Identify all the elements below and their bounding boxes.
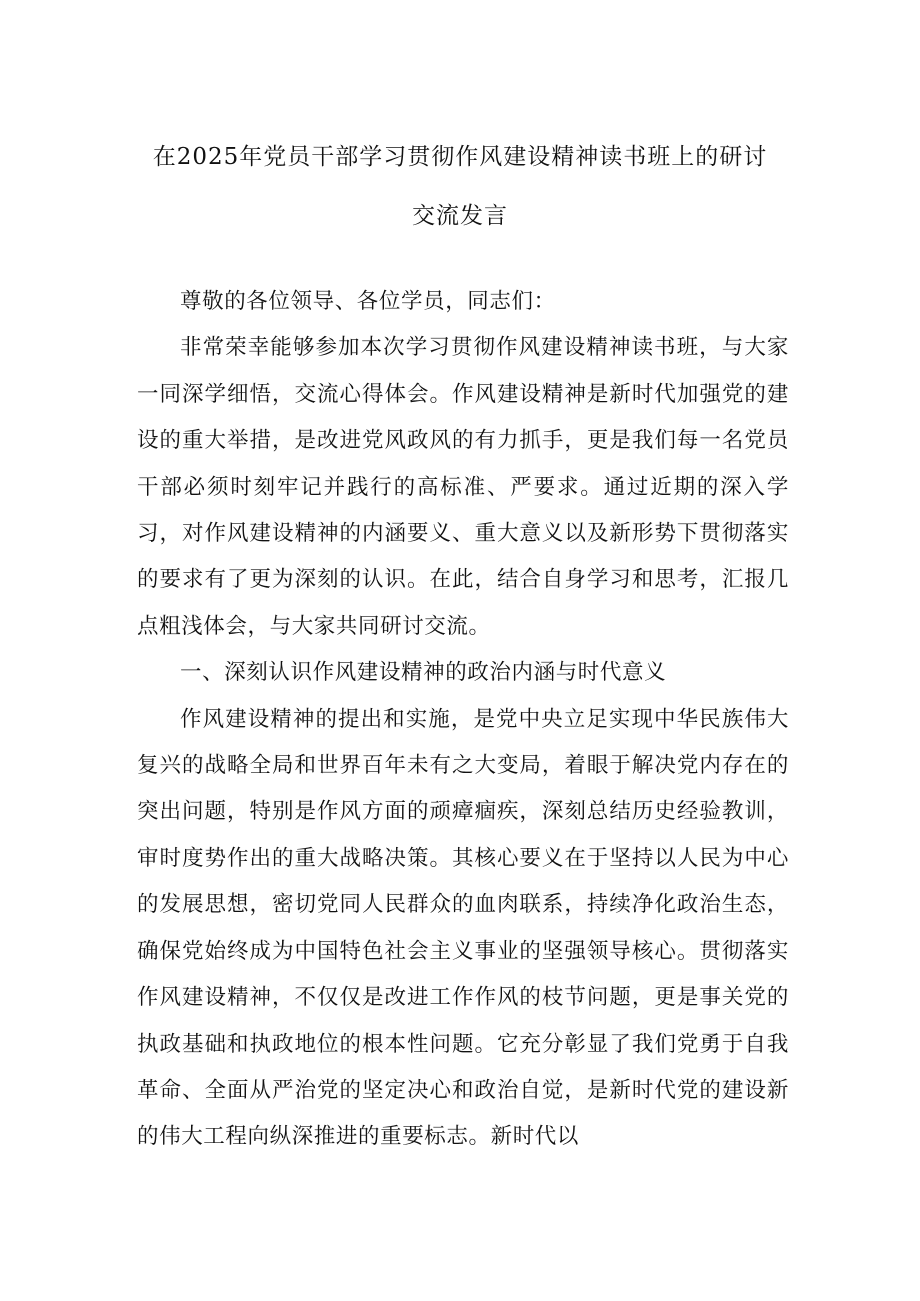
intro-paragraph: 非常荣幸能够参加本次学习贯彻作风建设精神读书班，与大家一同深学细悟，交流心得体会。作风建设精神是新时代加强党的建设的重大举措，是改进党风政风的有力抓手，更是我们每一名党员干部必须时刻牢记并践行的高标准、严要求。通过近期的深入学习，对作风建设精神的内涵要义、重大意义以及新形势下贯彻落实的要求有了更为深刻的认识。在此，结合自身学习和思考，汇报几点粗浅体会，与大家共同研讨交流。 [137,335,789,639]
section-1-paragraph: 作风建设精神的提出和实施，是党中央立足实现中华民族伟大复兴的战略全局和世界百年未有之大变局，着眼于解决党内存在的突出问题，特别是作风方面的顽瘴痼疾，深刻总结历史经验教训，审时度势作出的重大战略决策。其核心要义在于坚持以人民为中心的发展思想，密切党同人民群众的血肉联系，持续净化政治生态，确保党始终成为中国特色社会主义事业的坚强领导核心。贯彻落实作风建设精神，不仅仅是改进工作作风的枝节问题，更是事关党的执政基础和执政地位的根本性问题。它充分彰显了我们党勇于自我革命、全面从严治党的坚定决心和政治自觉，是新时代党的建设新的伟大工程向纵深推进的重要标志。新时代以 [137,706,789,1150]
document-title-line-2: 交流发言 [412,203,508,229]
document-title-line-1: 在2025年党员干部学习贯彻作风建设精神读书班上的研讨 [152,144,768,170]
section-heading-1: 一、深刻认识作风建设精神的政治内涵与时代意义 [180,660,667,686]
document-body [137,279,789,1161]
salutation: 尊敬的各位领导、各位学员，同志们： [180,289,556,314]
